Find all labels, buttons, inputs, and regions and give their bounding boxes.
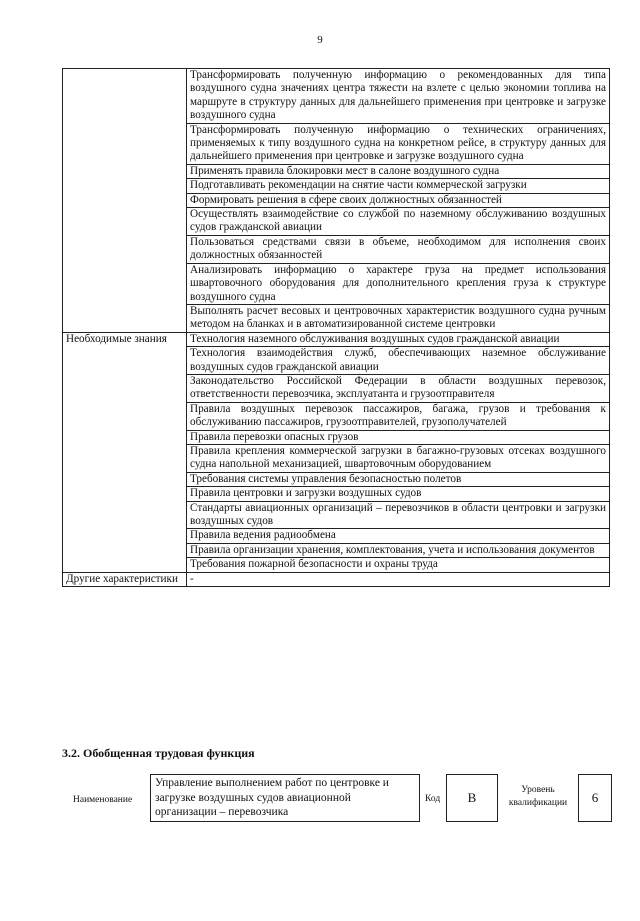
function-name-box: Управление выполнением работ по центровке и загрузке воздушных судов авиационной организации – перевозчика [150, 774, 420, 822]
requirements-table [62, 68, 610, 587]
requirement-item: Правила воздушных перевозок пассажиров, багажа, грузов и требования к обслуживанию пассажиров, грузоотправителей, грузополучателей [187, 402, 610, 430]
requirement-item: Законодательство Российской Федерации в области воздушных перевозок, ответственности перевозчика, эксплуатанта и грузоотправителя [187, 374, 610, 402]
requirement-item: Правила центровки и загрузки воздушных судов [187, 487, 610, 501]
requirement-item: Анализировать информацию о характере груза на предмет использования швартовочного оборудования для дополнительного крепления груза к структуре воздушного судна [187, 263, 610, 304]
requirement-item: Правила ведения радиообмена [187, 529, 610, 543]
page-number: 9 [317, 34, 323, 46]
requirement-item: Требования пожарной безопасности и охраны труда [187, 558, 610, 572]
requirement-item: Выполнять расчет весовых и центровочных характеристик воздушного судна ручным методом на бланках и в автоматизированной системе центровки [187, 304, 610, 332]
table-row [63, 332, 610, 346]
requirement-item: Технология взаимодействия служб, обеспечивающих наземное обслуживание воздушных судов гражданской авиации [187, 347, 610, 375]
qualification-level-label: Уровень квалификации [508, 785, 568, 808]
code-value-box: B [446, 774, 498, 822]
requirement-item: Стандарты авиационных организаций – перевозчиков в области центровки и загрузки воздушных судов [187, 501, 610, 529]
requirement-item: Правила организации хранения, комплектования, учета и использования документов [187, 543, 610, 557]
section-title: 3.2. Обобщенная трудовая функция [62, 746, 255, 760]
requirement-item: - [187, 572, 610, 586]
requirement-item: Требования системы управления безопасностью полетов [187, 472, 610, 486]
requirement-item: Правила крепления коммерческой загрузки в багажно-грузовых отсеках воздушного судна напольной механизацией, швартовочным оборудованием [187, 444, 610, 472]
code-label: Код [425, 794, 441, 804]
table-row [63, 572, 610, 586]
requirement-item: Осуществлять взаимодействие со службой по наземному обслуживанию воздушных судов гражданской авиации [187, 208, 610, 236]
requirement-item: Подготавливать рекомендации на снятие части коммерческой загрузки [187, 179, 610, 193]
requirement-item: Применять правила блокировки мест в салоне воздушного судна [187, 164, 610, 178]
row-label: Необходимые знания [63, 332, 187, 572]
row-label [63, 69, 187, 333]
requirement-item: Трансформировать полученную информацию о рекомендованных для типа воздушного судна значениях центра тяжести на взлете с целью экономии топлива на маршруте в структуру данных для дальнейшего применения при центровке и загрузке воздушного судна [187, 69, 610, 124]
row-label: Другие характеристики [63, 572, 187, 586]
table-row [63, 69, 610, 124]
name-label: Наименование [73, 795, 133, 805]
requirement-item: Правила перевозки опасных грузов [187, 430, 610, 444]
requirement-item: Пользоваться средствами связи в объеме, необходимом для исполнения своих должностных обязанностей [187, 235, 610, 263]
qualification-level-box: 6 [578, 774, 612, 822]
requirement-item: Технология наземного обслуживания воздушных судов гражданской авиации [187, 332, 610, 346]
requirement-item: Формировать решения в сфере своих должностных обязанностей [187, 193, 610, 207]
requirement-item: Трансформировать полученную информацию о технических ограничениях, применяемых к типу воздушного судна на конкретном рейсе, в структуру данных для дальнейшего применения при центровке и загрузке воздушного судна [187, 123, 610, 164]
